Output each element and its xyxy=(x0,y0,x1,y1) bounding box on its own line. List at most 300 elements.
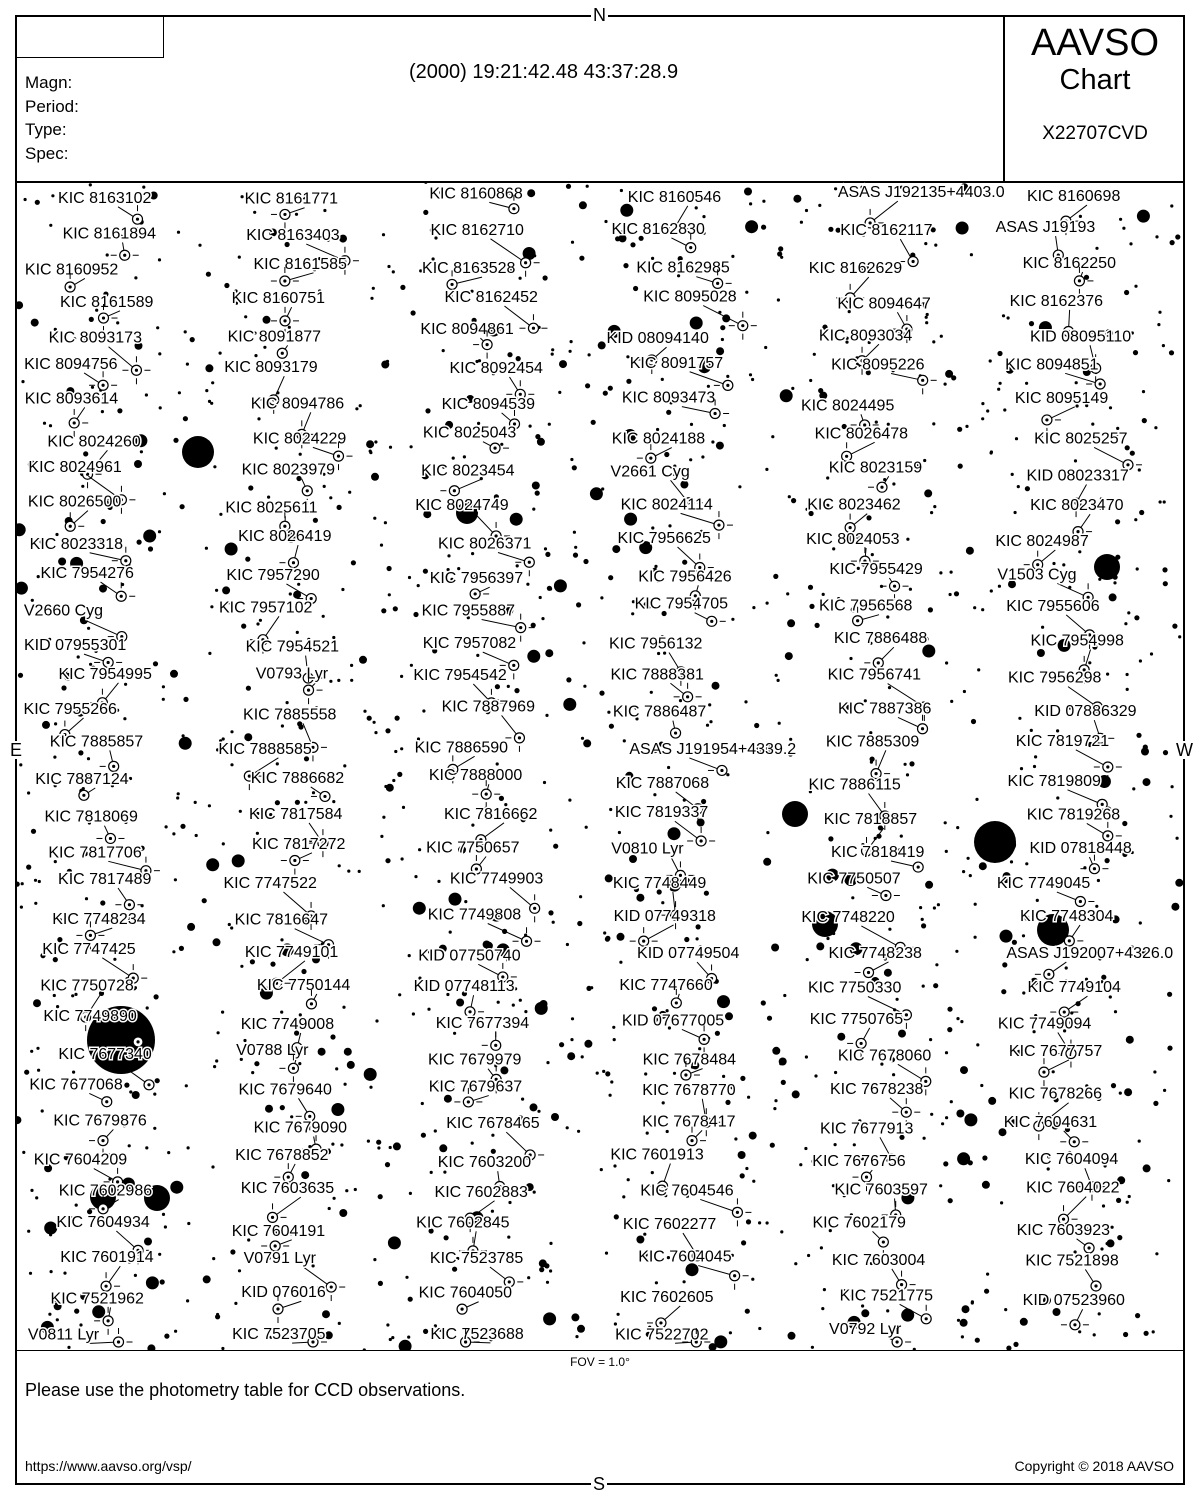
star xyxy=(770,1143,775,1148)
star-label: KIC 7887068 xyxy=(615,774,710,792)
star xyxy=(749,1132,757,1140)
star xyxy=(369,451,372,454)
star xyxy=(147,1344,155,1350)
star xyxy=(524,1010,527,1013)
star-label: KIC 7523785 xyxy=(429,1249,524,1267)
star xyxy=(330,1034,335,1039)
star-label: KIC 7888000 xyxy=(428,767,523,785)
star xyxy=(591,420,596,425)
star xyxy=(238,256,241,259)
star xyxy=(1000,930,1013,943)
star xyxy=(1093,1333,1096,1336)
star xyxy=(241,195,244,198)
star xyxy=(1022,934,1025,937)
target-star-core xyxy=(893,585,896,588)
star xyxy=(134,460,142,468)
star xyxy=(950,1100,953,1103)
star-label: KIC 8162452 xyxy=(444,289,538,307)
star xyxy=(584,1040,592,1048)
star xyxy=(378,1281,383,1286)
star xyxy=(1052,562,1055,565)
target-star-core xyxy=(1063,1010,1066,1013)
target-star-core xyxy=(512,664,515,667)
star xyxy=(646,1132,649,1135)
star xyxy=(254,1061,259,1066)
star xyxy=(977,668,980,671)
star xyxy=(497,1001,500,1004)
star xyxy=(337,505,342,510)
star-label: KIC 8161585 xyxy=(253,255,347,273)
star-label: KIC 8094861 xyxy=(420,321,514,339)
star-label: KIC 7956397 xyxy=(429,570,524,588)
star-label: KIC 7748220 xyxy=(801,908,895,926)
star xyxy=(439,1144,447,1152)
star-label: KIC 8023470 xyxy=(1030,497,1124,515)
target-star-core xyxy=(101,1139,104,1142)
star xyxy=(444,1095,452,1103)
star xyxy=(788,495,791,498)
star xyxy=(772,1047,780,1055)
star xyxy=(531,623,536,628)
target-star-core xyxy=(659,1321,662,1324)
star-label: KIC 7678266 xyxy=(1008,1085,1103,1103)
star xyxy=(162,698,165,701)
star xyxy=(1017,485,1020,488)
target-star-core xyxy=(519,626,522,629)
star xyxy=(154,994,159,999)
star xyxy=(174,1330,177,1333)
target-star-core xyxy=(292,561,295,564)
star-label: KID 08095110 xyxy=(1030,328,1132,346)
star xyxy=(399,1340,412,1350)
star xyxy=(463,455,466,458)
star xyxy=(537,1110,540,1113)
star xyxy=(999,382,1002,385)
star xyxy=(581,737,584,740)
star xyxy=(715,1031,720,1036)
star xyxy=(145,1146,148,1149)
star xyxy=(729,1331,732,1334)
star xyxy=(213,1065,216,1068)
star xyxy=(956,222,969,235)
star xyxy=(961,1335,964,1338)
star-label: KIC 7604209 xyxy=(33,1151,128,1169)
star xyxy=(187,1146,190,1149)
star xyxy=(981,417,984,420)
star xyxy=(668,827,681,840)
star xyxy=(299,453,302,456)
star xyxy=(956,1017,959,1020)
star-label: KIC 7604546 xyxy=(640,1182,734,1200)
star xyxy=(888,928,891,931)
star xyxy=(668,524,671,527)
star xyxy=(761,1000,766,1005)
star-label: KIC 8161771 xyxy=(244,190,338,208)
star xyxy=(653,793,656,796)
star-label: KIC 7603004 xyxy=(831,1251,926,1269)
star xyxy=(820,1246,823,1249)
star xyxy=(232,854,245,867)
star-label: KIC 7604045 xyxy=(638,1248,732,1266)
star xyxy=(251,1071,254,1074)
star xyxy=(794,1262,797,1265)
star xyxy=(792,1090,800,1098)
star xyxy=(982,1181,990,1189)
star xyxy=(75,1204,78,1207)
star-label: KIC 8162117 xyxy=(840,222,933,240)
star xyxy=(815,623,820,628)
star xyxy=(208,400,211,403)
star xyxy=(134,276,137,279)
target-star-core xyxy=(453,489,456,492)
star xyxy=(834,187,837,190)
star xyxy=(1011,473,1014,476)
star xyxy=(588,353,591,356)
star xyxy=(434,1129,437,1132)
star xyxy=(661,378,664,381)
chart-coordinates: (2000) 19:21:42.48 43:37:28.9 xyxy=(409,61,679,83)
star xyxy=(683,1280,686,1283)
star xyxy=(183,416,188,421)
star xyxy=(1171,903,1179,911)
star xyxy=(312,791,315,794)
star xyxy=(17,523,26,536)
star xyxy=(354,1188,357,1191)
star xyxy=(527,650,540,663)
star xyxy=(822,593,825,596)
star xyxy=(666,410,671,415)
star xyxy=(329,680,332,683)
target-star-core xyxy=(532,327,535,330)
target-star-core xyxy=(690,1139,693,1142)
star xyxy=(186,363,189,366)
star xyxy=(901,1309,914,1322)
target-star-core xyxy=(1073,1140,1076,1143)
star xyxy=(1004,1308,1007,1311)
star-label: KIC 8163102 xyxy=(58,189,152,207)
star xyxy=(1022,991,1025,994)
target-star-core xyxy=(1068,939,1071,942)
star xyxy=(608,386,613,391)
star xyxy=(986,1273,989,1276)
star xyxy=(217,1031,220,1034)
target-star-core xyxy=(1047,973,1050,976)
star xyxy=(1176,837,1179,840)
star xyxy=(385,728,390,733)
star xyxy=(1001,989,1006,994)
brand-title: AAVSO xyxy=(1030,22,1160,64)
star xyxy=(712,682,720,690)
target-star-core xyxy=(874,772,877,775)
star xyxy=(1134,615,1139,620)
star xyxy=(633,286,638,291)
star xyxy=(253,211,256,214)
star xyxy=(1152,1330,1155,1333)
star xyxy=(981,608,984,611)
star xyxy=(219,352,222,355)
star xyxy=(1134,518,1137,521)
star-label: KID 07749318 xyxy=(613,907,716,925)
star xyxy=(1106,1242,1109,1245)
star xyxy=(116,321,119,324)
star-label: KIC 7749008 xyxy=(240,1016,335,1034)
star xyxy=(527,189,535,197)
star-label: KIC 7523705 xyxy=(232,1326,326,1344)
star xyxy=(554,579,567,592)
star-label: KIC 8026419 xyxy=(238,528,332,546)
star xyxy=(849,657,852,660)
star xyxy=(549,829,552,832)
star xyxy=(551,348,554,351)
star xyxy=(583,739,591,747)
star xyxy=(622,1195,625,1198)
star xyxy=(679,699,682,702)
star xyxy=(808,585,813,590)
star xyxy=(751,1278,754,1281)
star xyxy=(778,722,781,725)
star xyxy=(723,424,726,427)
west-marker: W xyxy=(1176,740,1193,760)
star xyxy=(1109,406,1112,409)
star xyxy=(540,1000,548,1008)
star xyxy=(275,800,280,805)
leader-line xyxy=(1094,447,1128,464)
star xyxy=(559,1042,564,1047)
target-star-core xyxy=(117,1340,120,1343)
star xyxy=(413,612,418,617)
target-star-core xyxy=(882,1240,885,1243)
star-label: KIC 7956741 xyxy=(827,666,922,684)
star xyxy=(974,936,977,939)
star xyxy=(1036,899,1039,902)
star xyxy=(734,1137,737,1140)
star xyxy=(408,1297,413,1302)
star xyxy=(256,832,259,835)
star-label: KIC 7955887 xyxy=(421,602,516,620)
star-label: KIC 8160868 xyxy=(429,185,523,203)
star xyxy=(452,1267,457,1272)
star xyxy=(35,1196,38,1199)
target-star-core xyxy=(450,283,453,286)
star xyxy=(400,747,403,750)
star-label: KIC 7748449 xyxy=(612,875,707,893)
star xyxy=(708,703,711,706)
star xyxy=(623,263,628,268)
star xyxy=(18,673,23,678)
star-label: KIC 7679637 xyxy=(428,1078,523,1096)
star xyxy=(937,903,940,906)
star xyxy=(548,910,553,915)
star xyxy=(1163,500,1166,503)
star xyxy=(549,1242,552,1245)
leader-line xyxy=(690,372,728,386)
star-label: V1503 Cyg xyxy=(997,566,1077,584)
star-label: KIC 7522702 xyxy=(615,1326,709,1344)
star xyxy=(1131,331,1134,334)
star xyxy=(190,337,195,342)
star xyxy=(244,315,247,318)
target-star-core xyxy=(460,1308,463,1311)
star xyxy=(496,762,499,765)
star xyxy=(322,1310,330,1318)
star xyxy=(1033,765,1036,768)
star xyxy=(571,1017,574,1020)
brand-subtitle: Chart xyxy=(1059,64,1131,96)
star xyxy=(909,761,914,766)
star xyxy=(301,969,306,974)
star-label: KIC 7676756 xyxy=(812,1153,906,1171)
star xyxy=(392,270,395,273)
star xyxy=(804,1147,807,1150)
star xyxy=(225,543,238,556)
star-label: KIC 8093179 xyxy=(224,359,318,377)
star-label: KIC 8024260 xyxy=(47,433,141,451)
star xyxy=(1065,966,1068,969)
star xyxy=(373,1258,376,1261)
star xyxy=(726,773,729,776)
leader-line xyxy=(1068,790,1103,805)
star xyxy=(395,716,400,721)
star xyxy=(892,1073,895,1076)
star xyxy=(747,1096,750,1099)
star xyxy=(519,277,522,280)
star xyxy=(148,546,153,551)
star xyxy=(947,1027,952,1032)
star xyxy=(1091,423,1094,426)
star-label: KIC 7747425 xyxy=(42,940,136,958)
star xyxy=(63,1272,66,1275)
star xyxy=(337,679,340,682)
star-label: KIC 7604631 xyxy=(1003,1113,1098,1131)
star-label: KIC 7678484 xyxy=(642,1051,737,1069)
star xyxy=(533,1191,536,1194)
star xyxy=(662,1101,665,1104)
star xyxy=(707,385,710,388)
star-label: KIC 7888381 xyxy=(610,666,704,684)
star xyxy=(124,683,127,686)
star xyxy=(811,1346,814,1349)
star-label: KIC 7748304 xyxy=(1020,908,1114,926)
star xyxy=(177,231,180,234)
target-star-core xyxy=(1045,418,1048,421)
target-star-core xyxy=(1062,1218,1065,1221)
type-label: Type: xyxy=(25,120,67,139)
star-label: KIC 7749045 xyxy=(996,875,1091,893)
star xyxy=(129,777,132,780)
star xyxy=(1133,350,1138,355)
star xyxy=(1002,962,1007,967)
star xyxy=(774,1099,777,1102)
star xyxy=(391,1336,394,1339)
star xyxy=(851,896,854,899)
star xyxy=(970,253,973,256)
star xyxy=(828,227,833,232)
leader-line xyxy=(681,513,719,525)
star xyxy=(603,391,608,396)
star xyxy=(613,1038,616,1041)
star xyxy=(853,1143,856,1146)
star xyxy=(1000,1201,1003,1204)
star xyxy=(298,1062,301,1065)
star xyxy=(495,684,500,689)
star xyxy=(329,496,332,499)
star xyxy=(1178,635,1181,638)
star xyxy=(941,1122,944,1125)
star-field xyxy=(17,182,1183,1351)
star-label: KIC 7886487 xyxy=(612,703,707,721)
star xyxy=(909,588,912,591)
target-star-core xyxy=(308,1115,311,1118)
star xyxy=(205,389,208,392)
star xyxy=(609,1094,612,1097)
star xyxy=(583,559,588,564)
star xyxy=(234,1302,237,1305)
star xyxy=(566,943,569,946)
target-star-core xyxy=(283,213,286,216)
star xyxy=(156,326,159,329)
star xyxy=(1126,1036,1134,1044)
target-star-core xyxy=(524,261,527,264)
target-star-core xyxy=(128,903,131,906)
star xyxy=(559,360,567,368)
star xyxy=(507,685,510,688)
star xyxy=(123,717,126,720)
star xyxy=(526,583,529,586)
star xyxy=(809,604,814,609)
star xyxy=(823,1288,826,1291)
target-star-core xyxy=(921,727,924,730)
star-label: KIC 7677913 xyxy=(819,1120,914,1138)
star xyxy=(211,381,214,384)
star-label: KIC 7748238 xyxy=(828,944,922,962)
photometry-note: Please use the photometry table for CCD observations. xyxy=(25,1380,466,1400)
star xyxy=(571,1313,579,1321)
star-label: KIC 8162830 xyxy=(611,220,705,238)
star xyxy=(1020,767,1023,770)
star xyxy=(997,388,1000,391)
bright-star xyxy=(782,801,808,827)
star xyxy=(1134,285,1137,288)
star xyxy=(614,1214,619,1219)
star xyxy=(179,737,192,750)
star xyxy=(101,410,104,413)
star xyxy=(1137,210,1150,223)
star xyxy=(1018,717,1021,720)
target-star-core xyxy=(306,489,309,492)
star xyxy=(393,606,398,611)
star xyxy=(100,900,105,905)
star xyxy=(582,641,585,644)
star xyxy=(552,921,555,924)
target-star-core xyxy=(905,1111,908,1114)
star xyxy=(373,721,376,724)
star xyxy=(599,691,604,696)
target-star-core xyxy=(518,736,521,739)
star xyxy=(67,1346,70,1349)
star xyxy=(607,711,610,714)
star xyxy=(1163,750,1168,755)
star xyxy=(453,1032,456,1035)
star xyxy=(950,700,953,703)
star xyxy=(22,1151,25,1154)
star xyxy=(997,351,1002,356)
star xyxy=(388,593,391,596)
target-star-core xyxy=(107,661,110,664)
star xyxy=(944,821,947,824)
star xyxy=(605,874,613,882)
star xyxy=(566,677,571,682)
star-label: KIC 7604191 xyxy=(231,1222,326,1240)
